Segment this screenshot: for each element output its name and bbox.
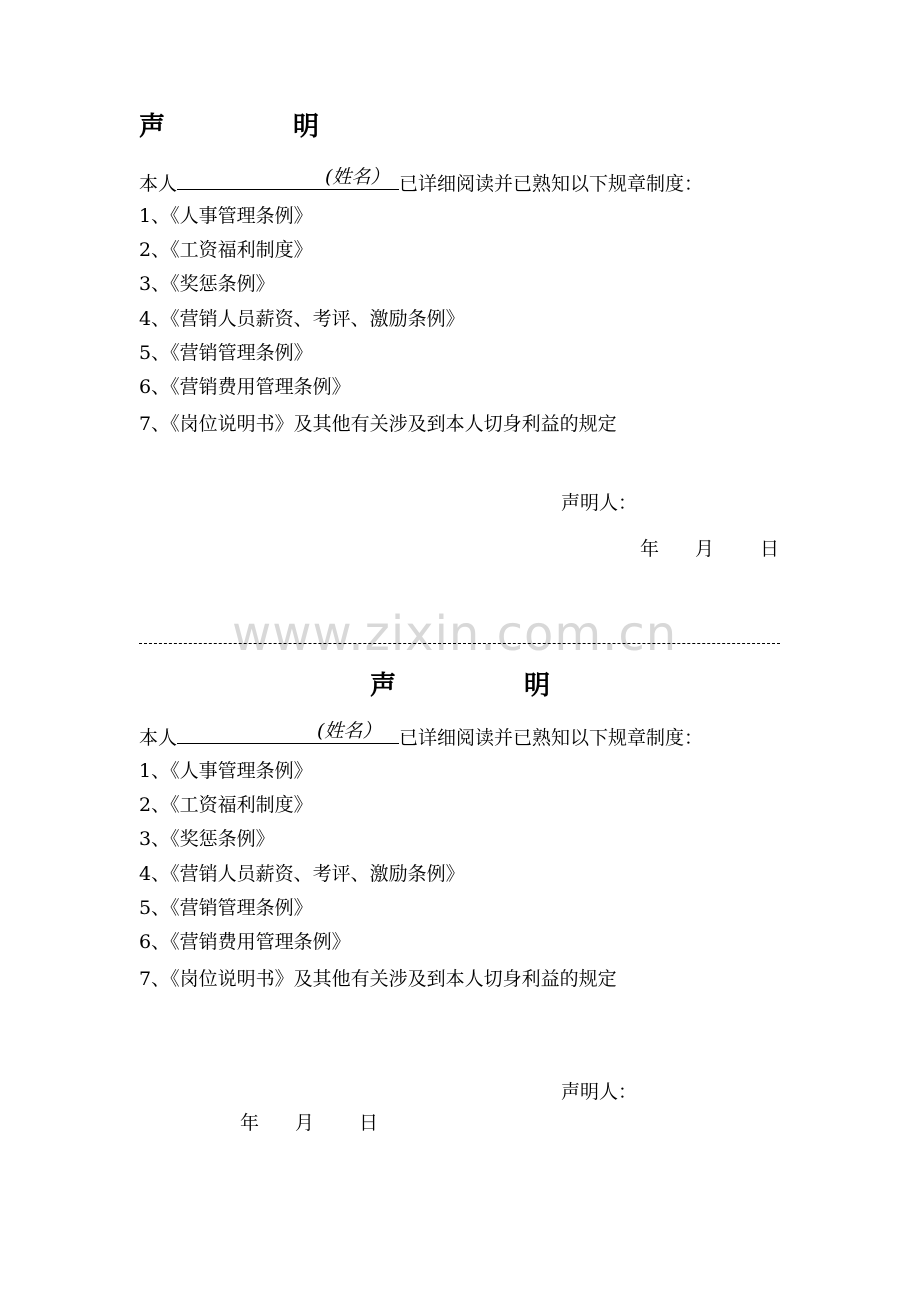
name-placeholder: (姓名） [317,720,382,742]
date-month: 月 [295,1112,315,1134]
list-item: 1、《人事管理条例》 [139,205,313,227]
list-item: 5、《营销管理条例》 [139,897,313,919]
list-item: 3、《奖惩条例》 [139,273,275,295]
declarant-label: 声明人： [561,492,638,514]
date-day: 日 [359,1112,379,1134]
intro-line [139,720,704,750]
list-item: 3、《奖惩条例》 [139,828,275,850]
dashed-divider [139,643,780,644]
list-item: 6、《营销费用管理条例》 [139,931,351,953]
intro-line [139,166,704,196]
list-item: 1、《人事管理条例》 [139,760,313,782]
list-item: 6、《营销费用管理条例》 [139,376,351,398]
intro-prefix: 本人 [139,727,178,749]
list-item: 2、《工资福利制度》 [139,239,313,261]
list-item: 4、《营销人员薪资、考评、激励条例》 [139,308,465,330]
list-item: 4、《营销人员薪资、考评、激励条例》 [139,863,465,885]
declarant-label: 声明人： [561,1081,638,1103]
intro-suffix: 已详细阅读并已熟知以下规章制度： [399,173,704,195]
list-item: 7、《岗位说明书》及其他有关涉及到本人切身利益的规定 [139,968,617,990]
intro-suffix: 已详细阅读并已熟知以下规章制度： [399,727,704,749]
title-char-left: 声 [139,112,166,142]
name-blank-field[interactable] [177,720,399,744]
date-month: 月 [695,538,715,560]
date-year: 年 [240,1112,260,1134]
name-placeholder: (姓名） [325,166,390,188]
date-year: 年 [640,538,660,560]
watermark-text: www.zixin.com.cn [232,606,678,662]
name-blank-field[interactable] [177,166,399,190]
list-item: 7、《岗位说明书》及其他有关涉及到本人切身利益的规定 [139,413,617,435]
title-char-right: 明 [293,112,320,142]
list-item: 5、《营销管理条例》 [139,342,313,364]
date-day: 日 [760,538,780,560]
title-char-left: 声 [370,671,397,701]
title-char-right: 明 [524,671,551,701]
intro-prefix: 本人 [139,173,178,195]
list-item: 2、《工资福利制度》 [139,794,313,816]
